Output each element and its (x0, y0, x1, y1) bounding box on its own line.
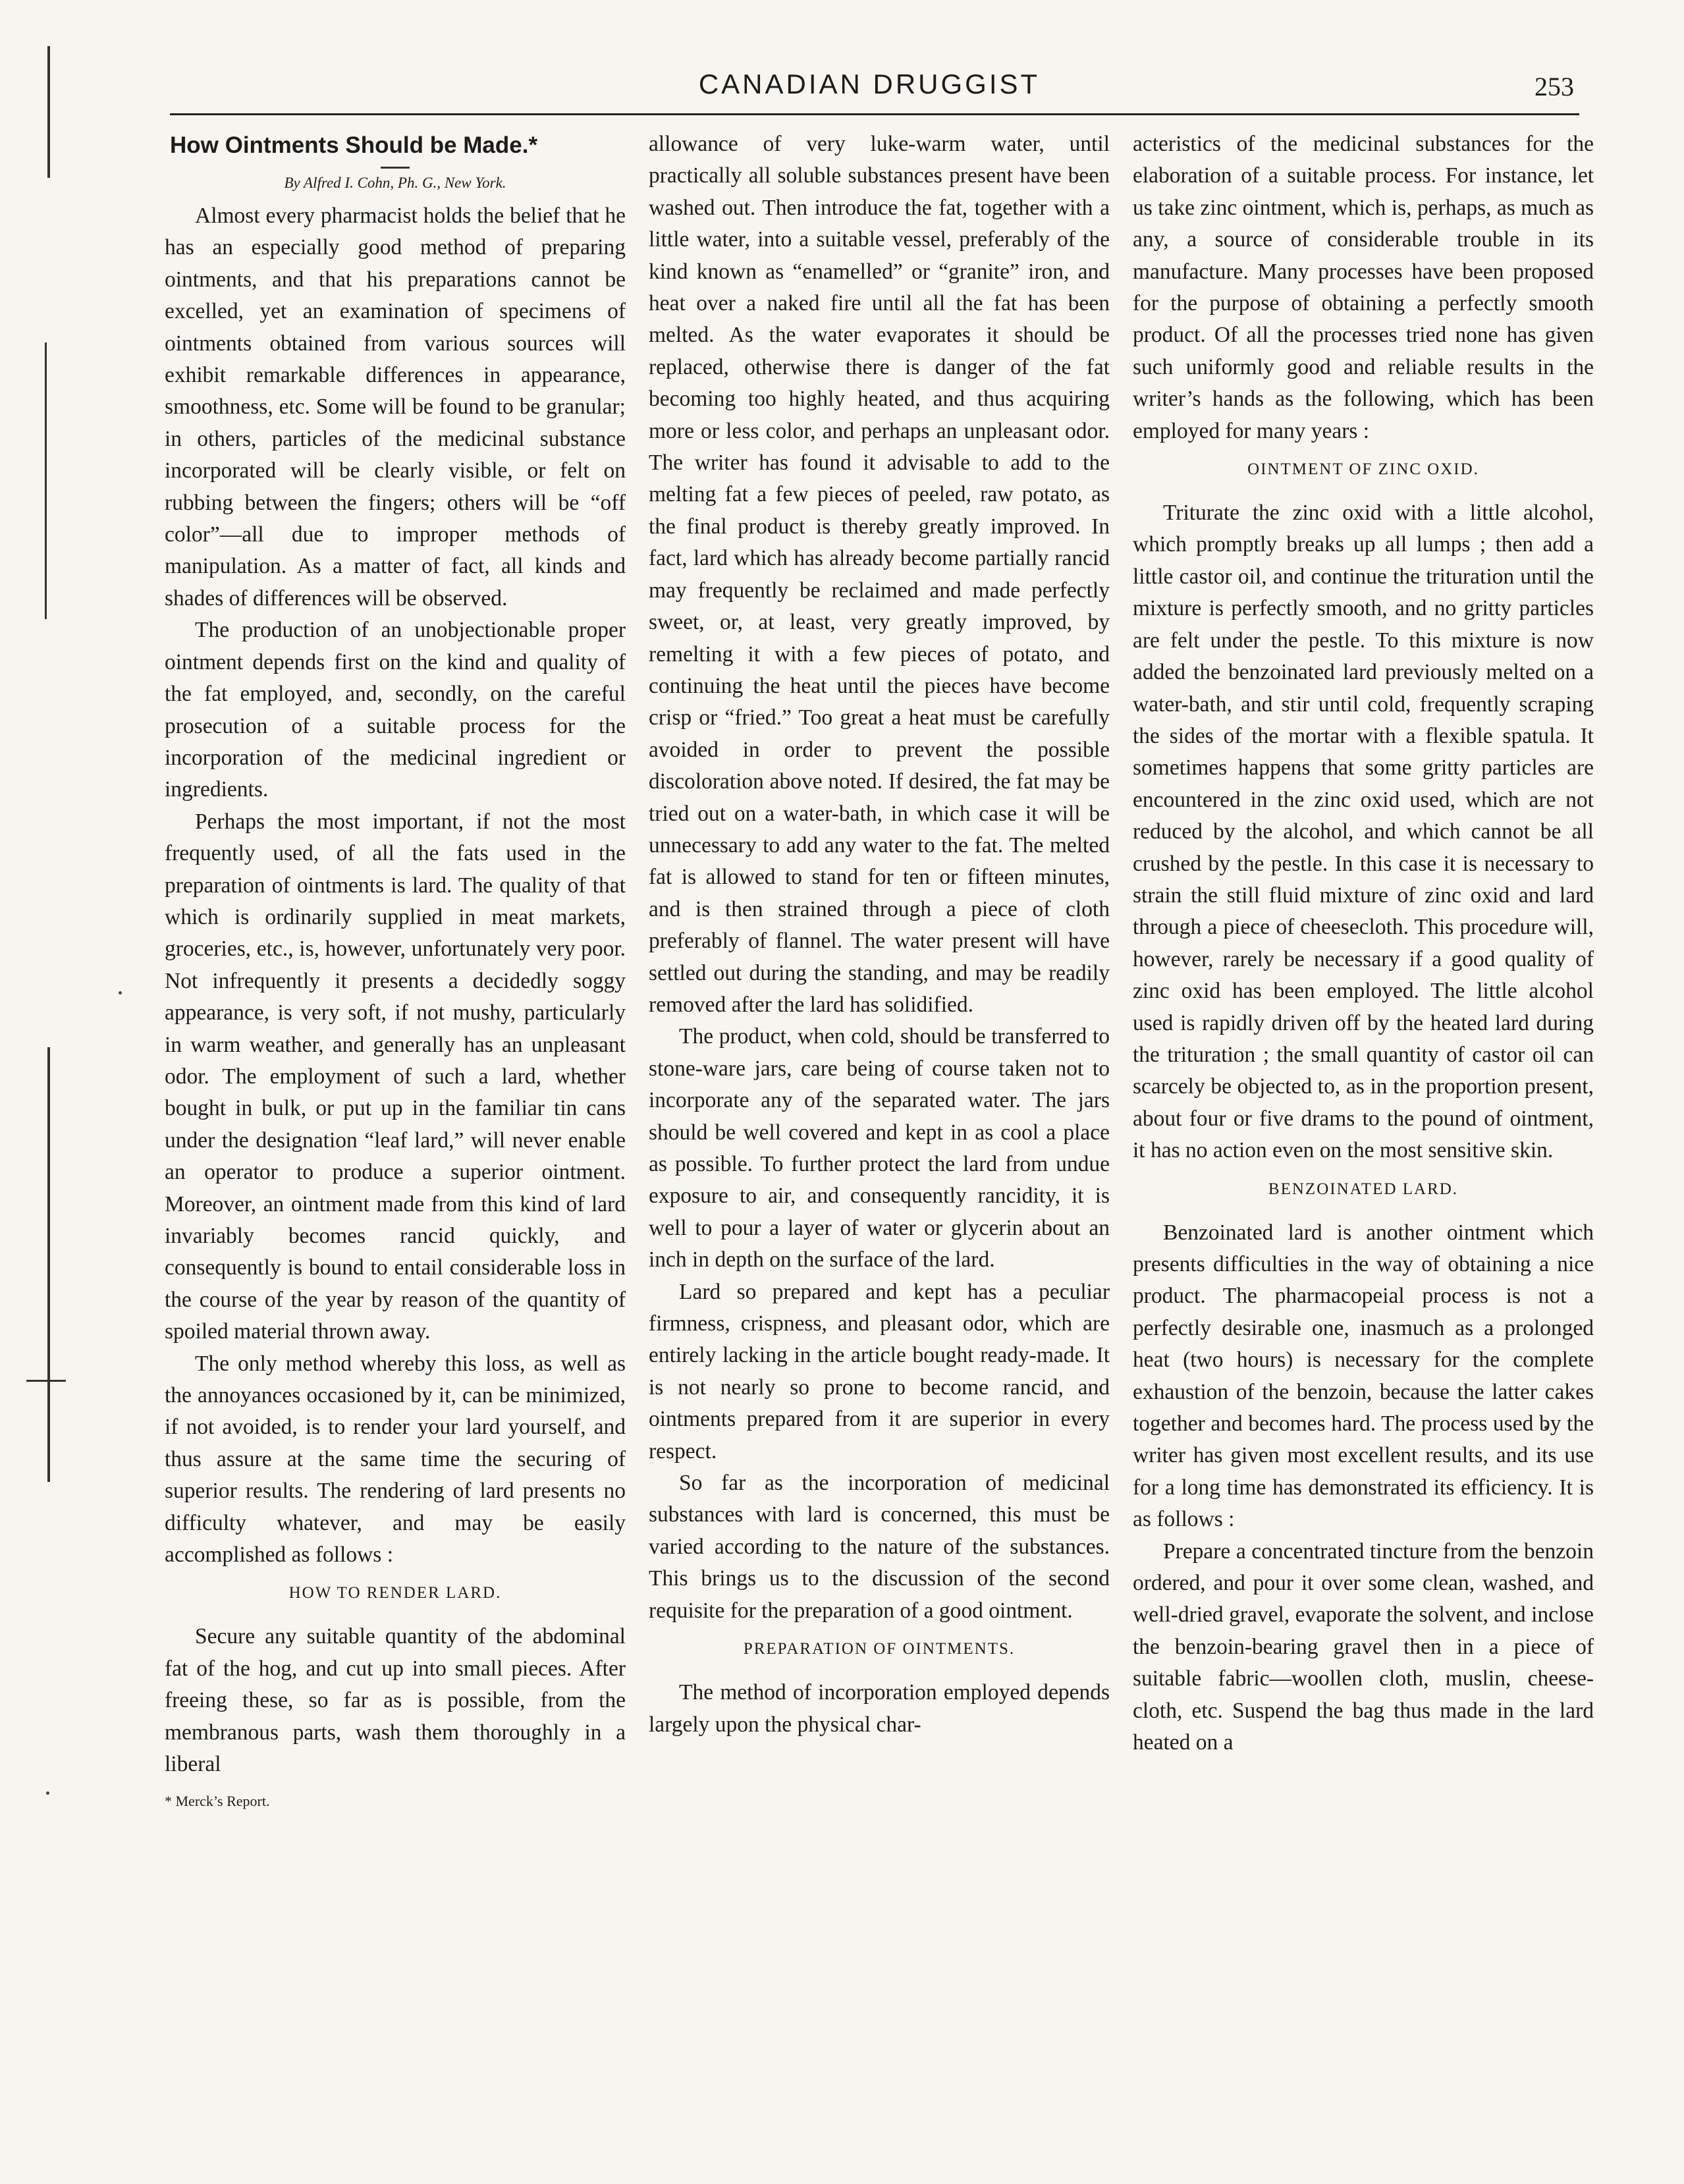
margin-mark (26, 1380, 66, 1382)
column-1 (165, 128, 626, 1813)
byline: By Alfred I. Cohn, Ph. G., New York. (284, 175, 506, 191)
paragraph: Lard so prepared and kept has a peculiar firmness, crispness, and pleasant odor, which are entirely lacking in the article bought ready-made. It is not nearly so prone to become rancid, and ointments prepared from it are superior in every respect. (649, 1279, 1110, 1463)
paragraph: So far as the incorporation of medicinal substances with lard is concerned, this must be varied according to the nature of the substances. This brings us to the discussion of the second requisite for the preparation of a good ointment. (649, 1471, 1110, 1623)
margin-mark (47, 1047, 50, 1482)
paragraph: The only method whereby this loss, as well as the annoyances occasioned by it, can be minimized, if not avoided, is to render your lard yourself, and thus assure at the same time the securing of superior results. The rendering of lard presents no difficulty whatever, and may be easily accomplished as follows : (165, 1351, 626, 1568)
paragraph: Perhaps the most important, if not the most frequently used, of all the fats used in the preparation of ointments is lard. The quality of that which is ordinarily supplied in meat markets, groceries, etc., is, however, unfortunately very poor. Not infrequently it presents a decidedly soggy appearance, is very soft, if not mushy, particularly in warm weather, and generally has an unpleasant odor. The employment of such a lard, whether bought in bulk, or put up in the familiar tin cans under the designation “leaf lard,” will never enable an operator to produce a superior ointment. Moreover, an ointment made from this kind of lard invariably becomes rancid quickly, and consequently is bound to entail considerable loss in the course of the year by reason of the quantity of spoiled material thrown away. (165, 809, 626, 1344)
paragraph: The production of an unobjectionable proper ointment depends first on the kind and quality of the fat employed, and, secondly, on the careful prosecution of a suitable process for the incorporation of the medicinal ingredient or ingredients. (165, 618, 626, 802)
paragraph-split-start: Secure any suitable quantity of the abdominal fat of the hog, and cut up into small pieces. After freeing these, so far as is possible, from the membranous parts, wash them thoroughly in a liberal (165, 1624, 626, 1777)
footnote: * Merck’s Report. (165, 1792, 270, 1809)
column-3 (1133, 128, 1594, 1759)
title-rule (381, 167, 410, 169)
page-number: 253 (1535, 72, 1574, 101)
margin-dot (119, 991, 122, 995)
section-heading: BENZOINATED LARD. (1268, 1180, 1459, 1198)
section-heading: PREPARATION OF OINTMENTS. (743, 1640, 1016, 1658)
paragraph-split-start: The method of incorporation employed depends largely upon the physical char- (649, 1680, 1110, 1737)
margin-mark (45, 342, 47, 619)
margin-dot (46, 1791, 49, 1795)
article-title: How Ointments Should be Made.* (170, 132, 538, 158)
paragraph: The product, when cold, should be transferred to stone-ware jars, care being of course taken not to incorporate any of the separated water. The jars should be well covered and kept in as cool a place as possible. To further protect the lard from undue exposure to air, and consequently rancidity, it is well to pour a layer of water or glycerin about an inch in depth on the surface of the lard. (649, 1024, 1110, 1272)
section-heading: HOW TO RENDER LARD. (288, 1584, 502, 1602)
paragraph: Almost every pharmacist holds the belief that he has an especially good method of preparing ointments, and that his preparations cannot be excelled, yet an examination of specimens of ointments obtained from various sources will exhibit remarkable differences in appearance, smoothness, etc. Some will be found to be granular; in others, particles of the medicinal substance incorporated will be clearly visible, or felt on rubbing between the fingers; others will be “off color”—all due to improper methods of manipulation. As a matter of fact, all kinds and shades of differences will be observed. (165, 204, 626, 611)
journal-title: CANADIAN DRUGGIST (698, 68, 1041, 99)
running-head (165, 66, 1574, 112)
paragraph-split-end: allowance of very luke-warm water, until practically all soluble substances present have been washed out. Then introduce the fat, together with a little water, into a suitable vessel, preferably of the kind known as “enamelled” or “granite” iron, and heat over a naked fire until all the fat has been melted. As the water evaporates it should be replaced, otherwise there is danger of the fat becoming too highly heated, and thus acquiring more or less color, and perhaps an unpleasant odor. The writer has found it advisable to add to the melting fat a few pieces of peeled, raw potato, as the final product is thereby greatly improved. In fact, lard which has already become partially rancid may frequently be reclaimed and made perfectly sweet, or, at least, very greatly improved, by remelting it with a few pieces of potato, and continuing the heat until the pieces have become crisp or “fried.” Too great a heat must be carefully avoided in order to prevent the possible discoloration above noted. If desired, the fat may be tried out on a water-bath, in which case it will be unnecessary to add any water to the fat. The melted fat is allowed to stand for ten or fifteen minutes, and is then strained through a piece of cloth preferably of flannel. The water present will have settled out during the standing, and may be readily removed after the lard has solidified. (649, 132, 1110, 1017)
column-2 (649, 128, 1110, 1741)
paragraph: Benzoinated lard is another ointment which presents difficulties in the way of obtaining a nice product. The pharmacopeial process is not a perfectly desirable one, inasmuch as a prolonged heat (two hours) is necessary for the complete exhaustion of the benzoin, because the latter cakes together and becomes hard. The process used by the writer has given most excellent results, and its use for a long time has demonstrated its efficiency. It is as follows : (1133, 1220, 1594, 1532)
paragraph: Triturate the zinc oxid with a little alcohol, which promptly breaks up all lumps ; then add a little castor oil, and continue the trituration until the mixture is perfectly smooth, and no gritty particles are felt under the pestle. To this mixture is now added the benzoinated lard previously melted on a water-bath, and stir until cold, frequently scraping the sides of the mortar with a flexible spatula. It sometimes happens that some gritty particles are encountered in the zinc oxid used, which are not reduced by the alcohol, and which cannot be all crushed by the pestle. In this case it is necessary to strain the still fluid mixture of zinc oxid and lard through a piece of cheesecloth. This procedure will, however, rarely be necessary if a good quality of zinc oxid has been employed. The little alcohol used is rapidly driven off by the heated lard during the trituration ; the small quantity of castor oil can scarcely be objected to, as in the proportion present, about four or five drams to the pound of ointment, it has no action even on the most sensitive skin. (1133, 501, 1594, 1163)
header-rule (170, 113, 1579, 115)
section-heading: OINTMENT OF ZINC OXID. (1247, 460, 1479, 479)
paragraph-split-end: acteristics of the medicinal substances for the elaboration of a suitable process. For instance, let us take zinc ointment, which is, perhaps, as much as any, a source of considerable trouble in its manufacture. Many processes have been proposed for the purpose of obtaining a perfectly smooth product. Of all the processes tried none has given such uniformly good and reliable results in the writer’s hands as the following, which has been employed for many years : (1133, 132, 1594, 443)
margin-mark (47, 46, 50, 178)
paragraph: Prepare a concentrated tincture from the benzoin ordered, and pour it over some clean, washed, and well-dried gravel, evaporate the solvent, and inclose the benzoin-bearing gravel then in a piece of suitable fabric—woollen cloth, muslin, cheese-cloth, etc. Suspend the bag thus made in the lard heated on a (1133, 1539, 1594, 1755)
